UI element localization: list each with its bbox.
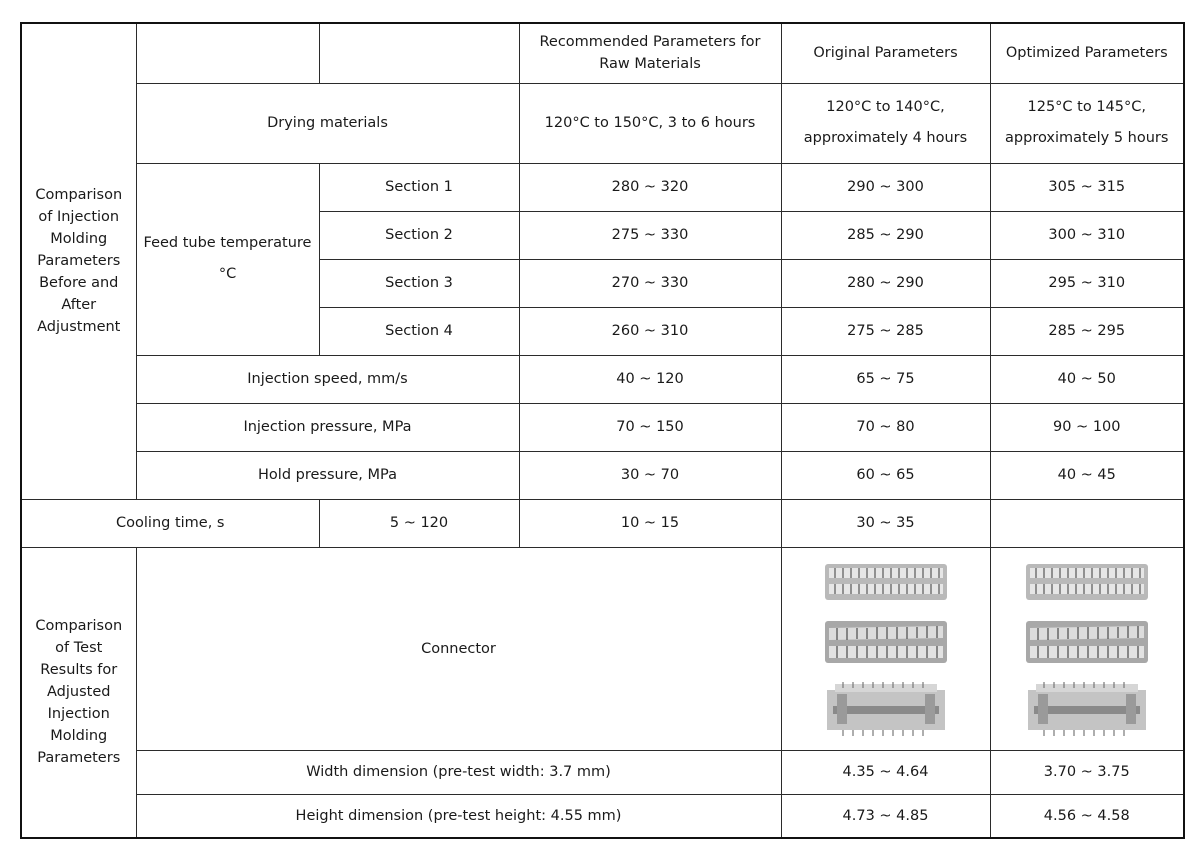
recommended-value: 5 ~ 120	[319, 499, 519, 547]
optimized-value: 285 ~ 295	[990, 307, 1184, 355]
optimized-value: 90 ~ 100	[990, 403, 1184, 451]
connector-images-original	[781, 547, 990, 750]
optimized-value: 295 ~ 310	[990, 259, 1184, 307]
original-value: 280 ~ 290	[781, 259, 990, 307]
original-value: 65 ~ 75	[781, 355, 990, 403]
recommended-value: 30 ~ 70	[519, 451, 781, 499]
original-value: 70 ~ 80	[781, 403, 990, 451]
height-original: 4.73 ~ 4.85	[781, 794, 990, 838]
param-label: Injection pressure, MPa	[136, 403, 519, 451]
optimized-value: 40 ~ 50	[990, 355, 1184, 403]
width-optimized: 3.70 ~ 3.75	[990, 750, 1184, 794]
section-name: Section 3	[319, 259, 519, 307]
connector-original-middle-image	[823, 618, 949, 666]
connector-images-optimized	[990, 547, 1184, 750]
header-empty-2	[319, 23, 519, 83]
feed-tube-label: Feed tube temperature °C	[136, 163, 319, 355]
drying-label: Drying materials	[136, 83, 519, 163]
section-label-test-results: Comparison of Test Results for Adjusted Injection Molding Parameters	[21, 547, 136, 838]
optimized-value: 300 ~ 310	[990, 211, 1184, 259]
parameters-table	[20, 22, 1185, 839]
param-label: Hold pressure, MPa	[136, 451, 519, 499]
section-label-before-after: Comparison of Injection Molding Parameters Before and After Adjustment	[21, 23, 136, 499]
connector-label: Connector	[136, 547, 781, 750]
param-label: Injection speed, mm/s	[136, 355, 519, 403]
connector-original-top-image	[823, 560, 949, 604]
recommended-value: 275 ~ 330	[519, 211, 781, 259]
connector-optimized-top-image	[1024, 560, 1150, 604]
recommended-value: 280 ~ 320	[519, 163, 781, 211]
optimized-value: 30 ~ 35	[781, 499, 990, 547]
section-name: Section 4	[319, 307, 519, 355]
header-recommended: Recommended Parameters for Raw Materials	[519, 23, 781, 83]
drying-optimized: 125°C to 145°C, approximately 5 hours	[990, 83, 1184, 163]
section-name: Section 1	[319, 163, 519, 211]
recommended-value: 260 ~ 310	[519, 307, 781, 355]
recommended-value: 270 ~ 330	[519, 259, 781, 307]
section-name: Section 2	[319, 211, 519, 259]
optimized-value: 305 ~ 315	[990, 163, 1184, 211]
optimized-value: 40 ~ 45	[990, 451, 1184, 499]
header-original: Original Parameters	[781, 23, 990, 83]
original-value: 275 ~ 285	[781, 307, 990, 355]
header-empty-1	[136, 23, 319, 83]
original-value: 10 ~ 15	[519, 499, 781, 547]
original-value: 60 ~ 65	[781, 451, 990, 499]
recommended-value: 40 ~ 120	[519, 355, 781, 403]
connector-optimized-bottom-image	[1024, 680, 1150, 738]
recommended-value: 70 ~ 150	[519, 403, 781, 451]
width-original: 4.35 ~ 4.64	[781, 750, 990, 794]
connector-original-bottom-image	[823, 680, 949, 738]
original-value: 290 ~ 300	[781, 163, 990, 211]
param-label: Cooling time, s	[21, 499, 319, 547]
connector-optimized-middle-image	[1024, 618, 1150, 666]
height-optimized: 4.56 ~ 4.58	[990, 794, 1184, 838]
width-label: Width dimension (pre-test width: 3.7 mm)	[136, 750, 781, 794]
drying-recommended: 120°C to 150°C, 3 to 6 hours	[519, 83, 781, 163]
original-value: 285 ~ 290	[781, 211, 990, 259]
header-optimized: Optimized Parameters	[990, 23, 1184, 83]
height-label: Height dimension (pre-test height: 4.55 mm)	[136, 794, 781, 838]
drying-original: 120°C to 140°C, approximately 4 hours	[781, 83, 990, 163]
